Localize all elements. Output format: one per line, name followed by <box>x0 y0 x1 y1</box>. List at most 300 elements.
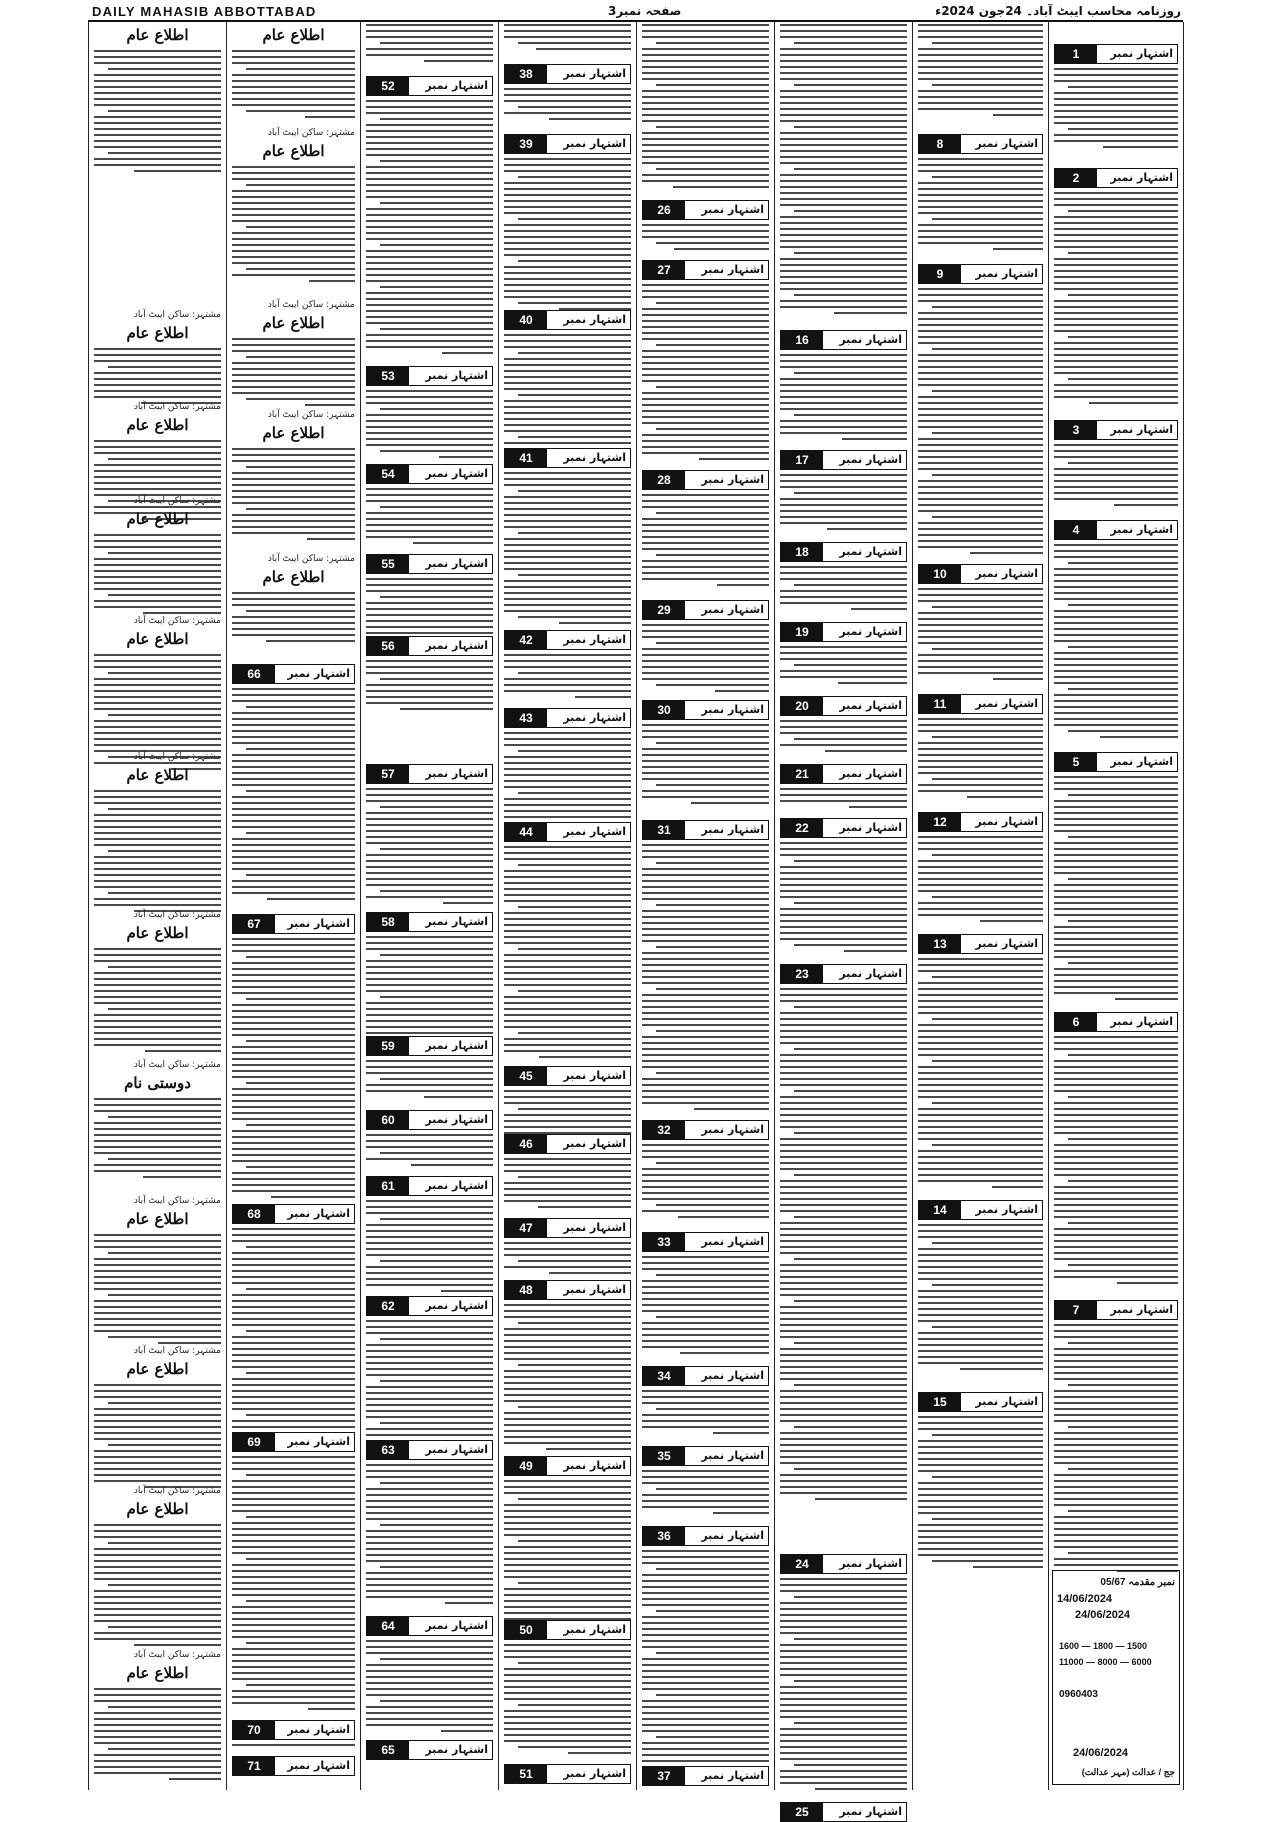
notice-text-block <box>94 1688 221 1784</box>
text-line <box>918 1078 1043 1080</box>
text-line <box>504 1050 631 1052</box>
text-line <box>504 170 631 172</box>
text-line <box>918 970 1043 972</box>
text-line <box>366 1652 493 1654</box>
notice-text-block <box>780 354 907 444</box>
notice-number: 69 <box>233 1433 275 1451</box>
text-line <box>380 202 493 204</box>
text-line <box>366 1032 493 1034</box>
text-line <box>94 384 221 386</box>
text-line <box>932 736 1043 738</box>
text-line <box>94 1276 221 1278</box>
text-line <box>504 1358 631 1360</box>
text-line <box>504 206 631 208</box>
text-line <box>918 914 1043 916</box>
notice-number-label <box>366 76 493 96</box>
notice-number: 20 <box>781 697 823 715</box>
notice-label-word: اشتہار نمبر <box>701 1123 764 1136</box>
text-line <box>232 460 355 462</box>
text-line <box>134 170 221 172</box>
text-line <box>642 440 769 442</box>
text-line <box>780 1632 907 1634</box>
notice-number: 55 <box>367 555 409 573</box>
notice-number-label <box>918 264 1043 284</box>
text-line <box>1054 896 1178 898</box>
notice-number-label <box>642 470 769 490</box>
text-line <box>642 1210 769 1212</box>
text-line <box>918 1260 1043 1262</box>
text-line <box>642 1144 769 1146</box>
text-line <box>642 572 769 574</box>
text-line <box>656 84 769 86</box>
text-line <box>504 1352 631 1354</box>
notice-text-block <box>366 1134 493 1170</box>
text-line <box>232 616 355 618</box>
text-line <box>94 874 221 876</box>
text-line <box>518 990 631 992</box>
newspaper-name: DAILY MAHASIB ABBOTTABAD <box>92 4 317 19</box>
text-line <box>94 534 221 536</box>
text-line <box>568 1752 631 1754</box>
text-line <box>232 98 355 100</box>
text-line <box>918 48 1043 50</box>
text-line <box>780 914 907 916</box>
text-line <box>780 516 907 518</box>
text-line <box>1054 1354 1178 1356</box>
text-line <box>366 298 493 300</box>
text-line <box>366 1542 493 1544</box>
text-line <box>94 1270 221 1272</box>
text-line <box>94 1026 221 1028</box>
text-line <box>1054 676 1178 678</box>
text-line <box>918 860 1043 862</box>
notice-number: 44 <box>505 823 547 841</box>
text-line <box>780 384 907 386</box>
notice-label-word: اشتہار نمبر <box>425 1299 488 1312</box>
text-line <box>794 84 907 86</box>
text-line <box>441 1290 493 1292</box>
text-line <box>108 1294 221 1296</box>
notice-text-block <box>366 100 493 358</box>
text-line <box>94 1300 221 1302</box>
text-line <box>642 1506 769 1508</box>
text-line <box>232 778 355 780</box>
notice-label-word: اشتہار نمبر <box>563 711 626 724</box>
text-line <box>108 1008 221 1010</box>
text-line <box>780 1324 907 1326</box>
text-line <box>642 404 769 406</box>
text-line <box>918 444 1043 446</box>
text-line <box>780 988 907 990</box>
text-line <box>94 1420 221 1422</box>
text-line <box>504 852 631 854</box>
notice-label-word: اشتہار نمبر <box>701 1529 764 1542</box>
text-line <box>504 1400 631 1402</box>
text-line <box>815 1788 907 1790</box>
text-line <box>780 366 907 368</box>
text-line <box>366 1670 493 1672</box>
text-line <box>232 344 355 346</box>
text-line <box>1054 634 1178 636</box>
text-line <box>642 1664 769 1666</box>
text-line <box>232 1004 355 1006</box>
notice-number-label <box>918 934 1043 954</box>
text-line <box>1054 1546 1178 1548</box>
text-line <box>1054 288 1178 290</box>
text-line <box>366 262 493 264</box>
text-line <box>504 1370 631 1372</box>
text-line <box>1054 980 1178 982</box>
text-line <box>932 1284 1043 1286</box>
text-line <box>94 826 221 828</box>
text-line <box>366 280 493 282</box>
notice-label-word: اشتہار نمبر <box>563 67 626 80</box>
text-line <box>504 1394 631 1396</box>
text-line <box>992 1186 1043 1188</box>
text-line <box>94 972 221 974</box>
text-line <box>1054 444 1178 446</box>
text-line <box>94 1730 221 1732</box>
text-line <box>143 1176 221 1178</box>
text-line <box>366 1284 493 1286</box>
text-line <box>642 174 769 176</box>
text-line <box>642 78 769 80</box>
notice-label-word: اشتہار نمبر <box>1110 1015 1173 1028</box>
text-line <box>232 1420 355 1422</box>
text-line <box>918 1338 1043 1340</box>
text-line <box>1054 706 1178 708</box>
text-line <box>780 60 907 62</box>
text-line <box>94 378 221 380</box>
text-line <box>1054 258 1178 260</box>
text-line <box>642 398 769 400</box>
text-line <box>656 642 769 644</box>
text-line <box>504 520 631 522</box>
notice-number: 68 <box>233 1205 275 1223</box>
text-line <box>780 132 907 134</box>
text-line <box>1054 944 1178 946</box>
text-line <box>504 1242 631 1244</box>
text-line <box>232 80 355 82</box>
text-line <box>1054 192 1178 194</box>
text-line <box>504 24 631 26</box>
text-line <box>918 480 1043 482</box>
text-line <box>504 1594 631 1596</box>
text-line <box>1054 1528 1178 1530</box>
text-line <box>366 1332 493 1334</box>
notice-text-block <box>1054 544 1178 742</box>
text-line <box>366 830 493 832</box>
notice-number-label <box>232 1720 355 1740</box>
text-line <box>232 1282 355 1284</box>
text-line <box>918 426 1043 428</box>
text-line <box>232 1462 355 1464</box>
text-line <box>380 806 493 808</box>
text-line <box>504 604 631 606</box>
text-line <box>780 1578 907 1580</box>
text-line <box>1054 204 1178 206</box>
text-line <box>94 576 221 578</box>
text-line <box>1054 986 1178 988</box>
text-line <box>232 1528 355 1530</box>
text-line <box>918 324 1043 326</box>
text-line <box>232 1270 355 1272</box>
text-line <box>780 1114 907 1116</box>
text-line <box>780 1456 907 1458</box>
text-line <box>918 224 1043 226</box>
text-line <box>232 454 355 456</box>
text-line <box>232 604 355 606</box>
text-line <box>232 718 355 720</box>
text-line <box>1054 788 1178 790</box>
text-line <box>918 96 1043 98</box>
text-line <box>518 750 631 752</box>
text-line <box>780 744 907 746</box>
text-line <box>780 54 907 56</box>
text-line <box>366 1500 493 1502</box>
text-line <box>918 1440 1043 1442</box>
text-line <box>504 400 631 402</box>
text-line <box>642 284 769 286</box>
text-line <box>504 412 631 414</box>
text-line <box>94 1614 221 1616</box>
text-line <box>780 1084 907 1086</box>
text-line <box>94 1700 221 1702</box>
text-line <box>232 1522 355 1524</box>
notice-number: 65 <box>367 1741 409 1759</box>
text-line <box>642 964 769 966</box>
text-line <box>108 850 221 852</box>
text-line <box>366 530 493 532</box>
notice-number: 21 <box>781 765 823 783</box>
text-line <box>1054 908 1178 910</box>
text-line <box>504 774 631 776</box>
text-line <box>504 870 631 872</box>
text-line <box>780 1150 907 1152</box>
notice-number: 63 <box>367 1441 409 1459</box>
text-line <box>932 390 1043 392</box>
text-line <box>246 1082 355 1084</box>
text-line <box>232 1594 355 1596</box>
text-line <box>504 164 631 166</box>
text-line <box>504 194 631 196</box>
text-line <box>1054 830 1178 832</box>
text-line <box>918 958 1043 960</box>
text-line <box>504 756 631 758</box>
text-line <box>780 1402 907 1404</box>
text-line <box>108 808 221 810</box>
notice-number-label <box>1054 44 1178 64</box>
section-heading-notice: اطلاع عام <box>262 26 325 44</box>
text-line <box>232 724 355 726</box>
text-line <box>1054 468 1178 470</box>
text-line <box>308 1708 355 1710</box>
text-line <box>642 66 769 68</box>
text-line <box>827 528 907 530</box>
text-line <box>246 706 355 708</box>
text-line <box>780 30 907 32</box>
text-line <box>366 54 493 56</box>
text-line <box>232 1630 355 1632</box>
text-line <box>108 1542 221 1544</box>
notice-label-word: اشتہار نمبر <box>563 825 626 838</box>
notice-label-word: اشتہار نمبر <box>839 699 902 712</box>
notice-number: 32 <box>643 1121 685 1139</box>
text-line <box>1054 216 1178 218</box>
text-line <box>1054 1234 1178 1236</box>
text-line <box>366 1066 493 1068</box>
notice-number: 7 <box>1055 1301 1097 1319</box>
text-line <box>918 1482 1043 1484</box>
notice-number-label <box>366 636 493 656</box>
notice-number-label <box>232 1204 355 1224</box>
text-line <box>1054 658 1178 660</box>
text-line <box>918 1356 1043 1358</box>
text-line <box>232 520 355 522</box>
text-line <box>94 984 221 986</box>
text-line <box>780 282 907 284</box>
text-line <box>504 1644 631 1646</box>
text-line <box>232 950 355 952</box>
text-line <box>1068 1222 1178 1224</box>
text-line <box>246 1642 355 1644</box>
notice-text-block <box>94 1524 221 1650</box>
notice-text-block <box>780 566 907 614</box>
text-line <box>246 1288 355 1290</box>
text-line <box>366 1140 493 1142</box>
notice-number-label <box>504 1456 631 1476</box>
text-line <box>1054 1228 1178 1230</box>
text-line <box>642 108 769 110</box>
text-line <box>94 482 221 484</box>
text-line <box>918 1000 1043 1002</box>
text-line <box>642 1476 769 1478</box>
notice-label-word: اشتہار نمبر <box>839 1805 902 1818</box>
text-line <box>504 1102 631 1104</box>
text-line <box>232 1342 355 1344</box>
text-line <box>366 1688 493 1690</box>
text-line <box>642 392 769 394</box>
text-line <box>232 1510 355 1512</box>
text-line <box>642 1322 769 1324</box>
text-line <box>780 480 907 482</box>
notice-text-block <box>94 348 221 408</box>
text-line <box>366 684 493 686</box>
text-line <box>94 790 221 792</box>
text-line <box>413 542 493 544</box>
text-line <box>504 966 631 968</box>
section-heading-notice: اطلاع عام <box>126 924 189 942</box>
text-line <box>504 1486 631 1488</box>
text-line <box>780 1276 907 1278</box>
text-line <box>642 446 769 448</box>
text-line <box>1054 968 1178 970</box>
text-line <box>504 388 631 390</box>
text-line <box>443 902 493 904</box>
text-line <box>794 1216 907 1218</box>
text-line <box>1054 884 1178 886</box>
text-line <box>518 906 631 908</box>
text-line <box>1054 360 1178 362</box>
notice-number: 1 <box>1055 45 1097 63</box>
text-line <box>94 1632 221 1634</box>
text-line <box>232 202 355 204</box>
text-line <box>918 890 1043 892</box>
text-line <box>94 666 221 668</box>
text-line <box>504 370 631 372</box>
text-line <box>780 1222 907 1224</box>
text-line <box>94 1548 221 1550</box>
notice-text-block <box>918 1224 1043 1374</box>
text-line <box>94 1536 221 1538</box>
text-line <box>232 856 355 858</box>
text-line <box>366 1248 493 1250</box>
text-line <box>1054 306 1178 308</box>
text-line <box>815 1498 907 1500</box>
text-line <box>366 1386 493 1388</box>
text-line <box>246 68 355 70</box>
text-line <box>232 784 355 786</box>
notice-label-word: اشتہار نمبر <box>563 1459 626 1472</box>
text-line <box>1054 492 1178 494</box>
text-line <box>780 1336 907 1338</box>
text-line <box>232 1070 355 1072</box>
text-line <box>780 216 907 218</box>
text-line <box>918 1066 1043 1068</box>
text-line <box>642 1574 769 1576</box>
text-line <box>1054 592 1178 594</box>
notice-number: 58 <box>367 913 409 931</box>
text-line <box>780 24 907 26</box>
text-line <box>94 1766 221 1768</box>
text-line <box>642 566 769 568</box>
text-line <box>232 1094 355 1096</box>
text-line <box>94 1596 221 1598</box>
text-line <box>108 1402 221 1404</box>
text-line <box>366 1326 493 1328</box>
notice-text-block <box>94 790 221 916</box>
text-line <box>504 1382 631 1384</box>
text-line <box>1054 1438 1178 1440</box>
text-line <box>232 838 355 840</box>
text-line <box>780 1264 907 1266</box>
text-line <box>642 1334 769 1336</box>
text-line <box>780 1252 907 1254</box>
text-line <box>518 948 631 950</box>
text-line <box>366 268 493 270</box>
text-line <box>642 114 769 116</box>
notice-label-word: اشتہار نمبر <box>975 697 1038 710</box>
text-line <box>642 1742 769 1744</box>
text-line <box>94 814 221 816</box>
text-line <box>780 396 907 398</box>
text-line <box>232 1492 355 1494</box>
text-line <box>504 508 631 510</box>
text-line <box>232 968 355 970</box>
text-line <box>918 170 1043 172</box>
text-line <box>642 1060 769 1062</box>
text-line <box>918 528 1043 530</box>
text-line <box>232 1618 355 1620</box>
text-line <box>504 182 631 184</box>
text-line <box>918 1278 1043 1280</box>
notice-text-block <box>918 1416 1043 1572</box>
text-line <box>1068 210 1178 212</box>
text-line <box>232 1136 355 1138</box>
text-line <box>366 1320 493 1322</box>
text-line <box>108 1626 221 1628</box>
notice-signature: مشتہر: ساکن ایبٹ آباد <box>133 310 221 320</box>
